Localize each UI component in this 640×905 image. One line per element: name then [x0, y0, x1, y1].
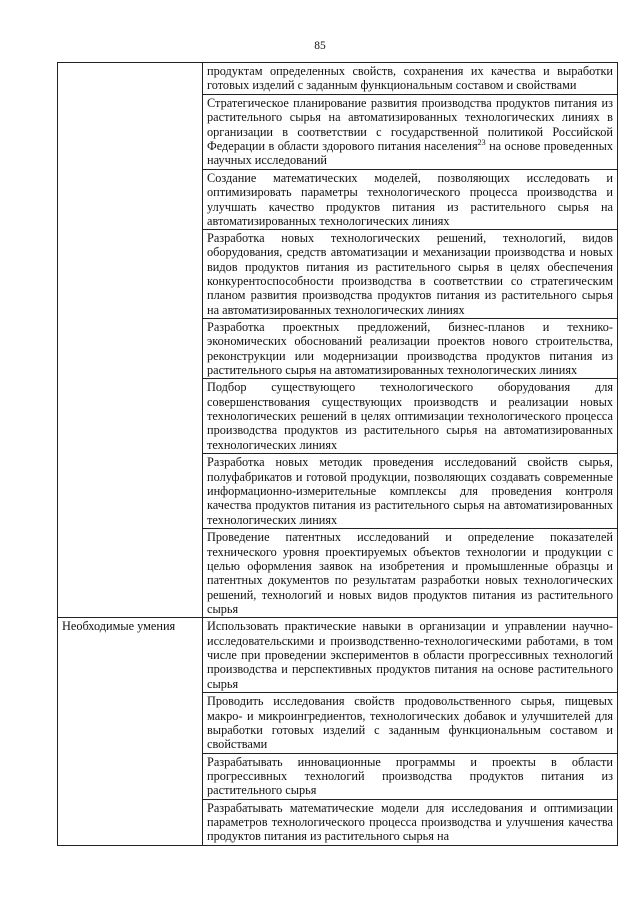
table-row [58, 63, 618, 95]
footnote-marker: 23 [477, 137, 486, 147]
competency-table [57, 62, 618, 846]
table-cell: продуктам определенных свойств, сохранения их качества и выработки готовых изделий с заданным функциональным составом и свойствами [203, 63, 618, 95]
page-number: 85 [314, 40, 326, 52]
table-cell [203, 95, 618, 170]
section-label-cell [58, 63, 203, 618]
table-cell: Разработка проектных предложений, бизнес-планов и технико-экономических обоснований реализации проектов нового строительства, реконструкции или модернизации производства продуктов питания из растительного сырья на автоматизированных технологических линиях [203, 319, 618, 379]
table-cell: Подбор существующего технологического оборудования для совершенствования существующих производств и реализации новых технологических решений в целях оптимизации технологического процесса производства продуктов из растительного сырья на автоматизированных технологических линиях [203, 379, 618, 454]
section-label-cell: Необходимые умения [58, 618, 203, 845]
table-cell: Разрабатывать математические модели для исследования и оптимизации параметров технологического процесса производства и улучшения качества продуктов питания из растительного сырья на [203, 799, 618, 845]
table-row [58, 618, 618, 693]
cell-text-tail: на основе проведенных научных исследований [207, 138, 613, 168]
table-cell: Использовать практические навыки в организации и управлении научно-исследовательскими и производственно-технологическими работами, в том числе при проведении экспериментов в области прогрессивных технологий производства и перспективных продуктов питания на основе растительного сырья [203, 618, 618, 693]
table-cell: Разрабатывать инновационные программы и проекты в области прогрессивных технологий производства продуктов питания из растительного сырья [203, 753, 618, 799]
cell-text: Стратегическое планирование развития производства продуктов питания из растительного сырья на автоматизированных технологических линиях в организации в соответствии с государственной политикой Российской Федерации в области здорового питания населения [207, 96, 613, 153]
table-cell: Проводить исследования свойств продовольственного сырья, пищевых макро- и микроингредиентов, технологических добавок и улучшителей для выработки готовых изделий с заданным функциональным составом и свойствами [203, 693, 618, 753]
table-cell: Проведение патентных исследований и определение показателей технического уровня проектируемых объектов технологии и продукции с целью оформления заявок на изобретения и промышленные образцы и патентных документов по результатам разработки новых технологических решений, технологий и новых видов продуктов питания из растительного сырья [203, 529, 618, 618]
table-cell: Разработка новых методик проведения исследований свойств сырья, полуфабрикатов и готовой продукции, позволяющих создавать современные информационно-измерительные комплексы для проведения контроля качества продуктов питания из растительного сырья на автоматизированных технологических линиях [203, 454, 618, 529]
table-cell: Разработка новых технологических решений, технологий, видов оборудования, средств автоматизации и механизации производства и новых видов продуктов питания из растительного сырья в целях обеспечения конкурентоспособности производства в соответствии со стратегическим планом развития производства продуктов питания из растительного сырья на автоматизированных технологических линиях [203, 230, 618, 319]
table-cell: Создание математических моделей, позволяющих исследовать и оптимизировать параметры технологического процесса производства и улучшать качество продуктов питания из растительного сырья на автоматизированных технологических линиях [203, 170, 618, 230]
